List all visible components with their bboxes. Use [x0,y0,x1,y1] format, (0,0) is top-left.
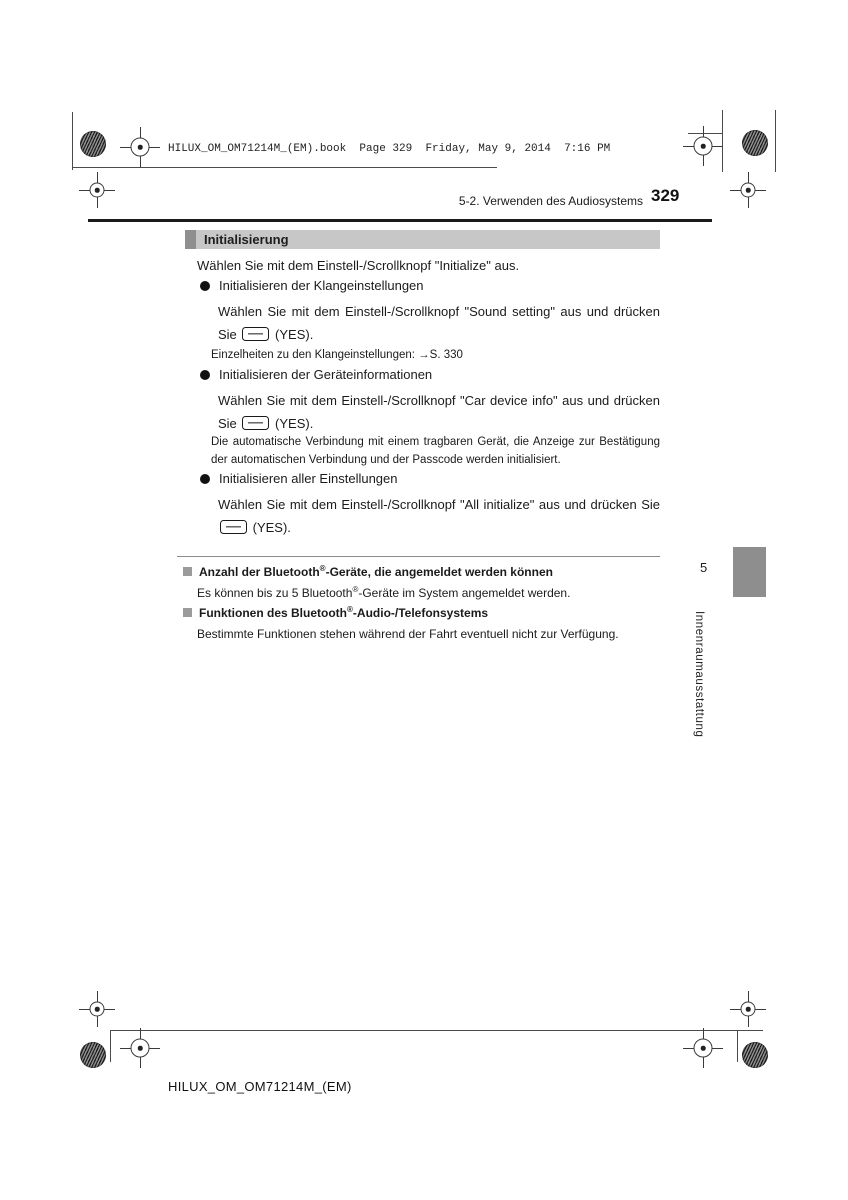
registration-crosshair-icon [120,127,160,167]
info-heading-text: -Geräte, die angemeldet werden können [325,565,553,579]
select-button-icon [220,520,247,534]
info-heading-text: Anzahl der Bluetooth [199,565,320,579]
bullet-icon [200,474,210,484]
registration-dot-icon [742,130,768,156]
intro-text: Wählen Sie mit dem Einstell-/Scrollknopf "Initialize" aus. [197,258,520,273]
registration-crosshair-icon [79,991,115,1027]
registration-crosshair-icon [683,126,723,166]
title-bar-accent [185,230,196,249]
section-title: Initialisierung [204,232,289,247]
info-body [197,585,570,600]
square-bullet-icon [183,608,192,617]
crop-line [737,1030,738,1062]
bullet-heading [200,471,398,486]
bullet-heading-label: Initialisieren aller Einstellungen [219,471,398,486]
bullet-body [218,390,660,435]
info-heading-text: -Audio-/Telefonsystems [352,606,489,620]
bullet-note: Einzelheiten zu den Klangeinstellungen: →S. 330 [211,349,463,361]
bullet-heading [200,278,424,293]
bullet-body-text: (YES). [275,326,314,342]
crop-line [775,110,776,172]
chapter-tab [733,547,766,597]
bullet-body-text: (YES). [275,415,314,431]
info-heading [183,605,488,620]
registered-mark: ® [347,605,353,614]
bullet-icon [200,281,210,291]
section-divider [177,556,660,557]
bullet-body-text: (YES). [252,519,291,535]
print-header-text: HILUX_OM_OM71214M_(EM).book Page 329 Friday, May 9, 2014 7:16 PM [168,143,611,155]
bullet-body-text: Wählen Sie mit dem Einstell-/Scrollknopf "All initialize" aus und drücken Sie [218,497,660,512]
registration-crosshair-icon [730,991,766,1027]
bullet-body-text: Wählen Sie mit dem Einstell-/Scrollknopf "Car device info" aus und drücken Sie [218,393,660,431]
info-body-text: -Geräte im System angemeldet werden. [358,586,571,600]
registered-mark: ® [352,585,359,594]
bullet-icon [200,370,210,380]
crop-line [110,1030,111,1062]
bullet-heading-label: Initialisieren der Klangeinstellungen [219,278,424,293]
registration-dot-icon [80,1042,106,1068]
chapter-side-label: Innenraumausstattung [693,611,705,738]
registration-crosshair-icon [683,1028,723,1068]
page-number: 329 [651,186,680,205]
bullet-note: Die automatische Verbindung mit einem tragbaren Gerät, die Anzeige zur Bestätigung der automatischen Verbindung und der Passcode werden initialisiert. [211,436,660,466]
bullet-heading-label: Initialisieren der Geräteinformationen [219,367,433,382]
section-title-bar [185,230,660,249]
footer-text: HILUX_OM_OM71214M_(EM) [168,1079,352,1094]
chapter-number: 5 [700,560,708,575]
crop-line [72,112,73,170]
registration-crosshair-icon [79,172,115,208]
info-body-text: Es können bis zu 5 Bluetooth [197,586,353,600]
registered-mark: ® [319,564,326,573]
header-rule [88,219,712,222]
select-button-icon [242,327,269,341]
registration-dot-icon [80,131,106,157]
registration-dot-icon [742,1042,768,1068]
crop-line [110,1030,763,1031]
bullet-body [218,301,660,346]
registration-crosshair-icon [120,1028,160,1068]
bullet-body-text: Wählen Sie mit dem Einstell-/Scrollknopf "Sound setting" aus und drücken Sie [218,304,660,342]
info-body [197,626,619,641]
square-bullet-icon [183,567,192,576]
info-heading [183,564,553,579]
info-body-text: Bestimmte Funktionen stehen während der Fahrt eventuell nicht zur Verfügung. [197,627,619,641]
bullet-heading [200,367,432,382]
registration-crosshair-icon [730,172,766,208]
bullet-body [218,494,660,539]
select-button-icon [242,416,269,430]
info-heading-text: Funktionen des Bluetooth [199,606,347,620]
section-header: 5-2. Verwenden des Audiosystems [458,194,643,208]
crop-line [72,167,497,168]
